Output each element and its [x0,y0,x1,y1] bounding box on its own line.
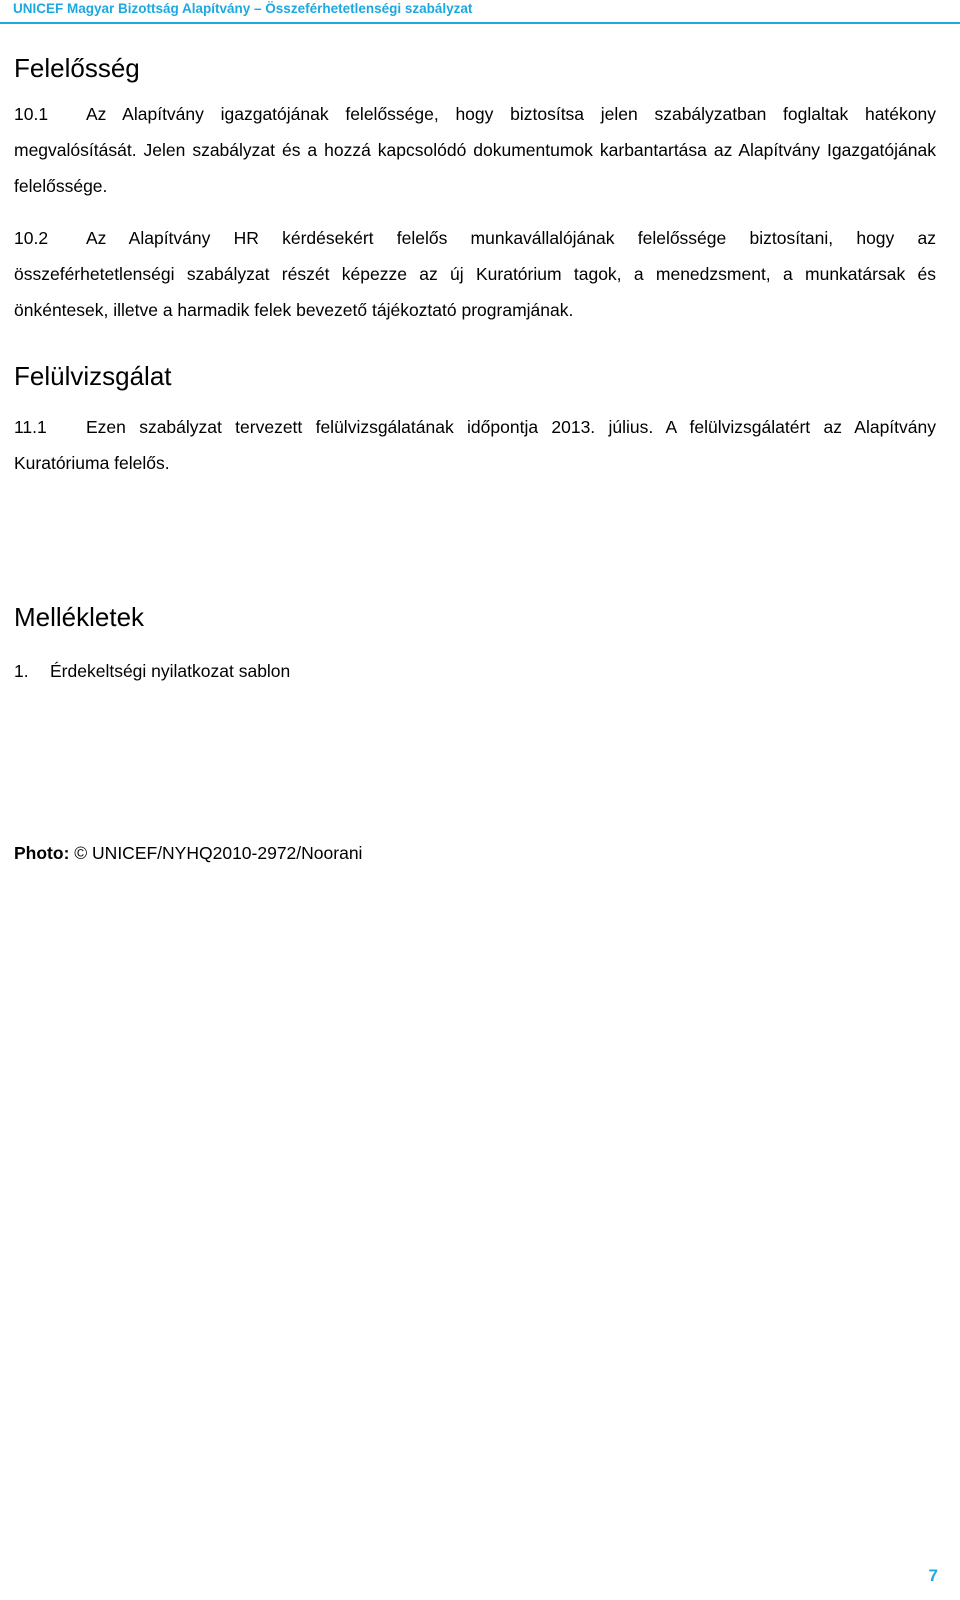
paragraph-text: Az Alapítvány igazgatójának felelőssége, hogy biztosítsa jelen szabályzatban foglaltak hatékony megvalósítását. Jelen szabályzat és a hozzá kapcsolódó dokumentumok karbantartása az Alapítvány Igazgatójának felelőssége. [14,104,936,196]
page-header [0,0,960,22]
list-item-text: Érdekeltségi nyilatkozat sablon [50,661,291,681]
photo-credit-label: Photo: [14,843,70,863]
paragraph-number: 10.2 [14,228,49,248]
paragraph-number: 11.1 [14,417,47,437]
photo-credit [14,835,936,871]
document-body [14,50,936,871]
section-heading-felelosseg: Felelősség [14,53,140,83]
header-divider [0,22,960,24]
header-title: UNICEF Magyar Bizottság Alapítvány – Összeférhetetlenségi szabályzat [13,1,473,16]
section-heading-felulvizsgalat: Felülvizsgálat [14,361,172,391]
paragraph-10-2 [14,220,936,328]
section-heading-mellekletek: Mellékletek [14,602,145,632]
paragraph-11-1 [14,409,936,481]
attachments-list [14,653,936,689]
list-item-number: 1. [14,661,29,681]
photo-credit-text: © UNICEF/NYHQ2010-2972/Noorani [74,843,363,863]
page-number: 7 [928,1566,938,1585]
paragraph-text: Ezen szabályzat tervezett felülvizsgálatának időpontja 2013. július. A felülvizsgálatért az Alapítvány Kuratóriuma felelős. [14,417,936,473]
paragraph-text: Az Alapítvány HR kérdésekért felelős munkavállalójának felelőssége biztosítani, hogy az összeférhetetlenségi szabályzat részét képezze az új Kuratórium tagok, a menedzsment, a munkatársak és önkéntesek, illetve a harmadik felek bevezető tájékoztató programjának. [14,228,936,320]
paragraph-10-1 [14,96,936,204]
list-item [14,653,936,689]
paragraph-number: 10.1 [14,104,49,124]
